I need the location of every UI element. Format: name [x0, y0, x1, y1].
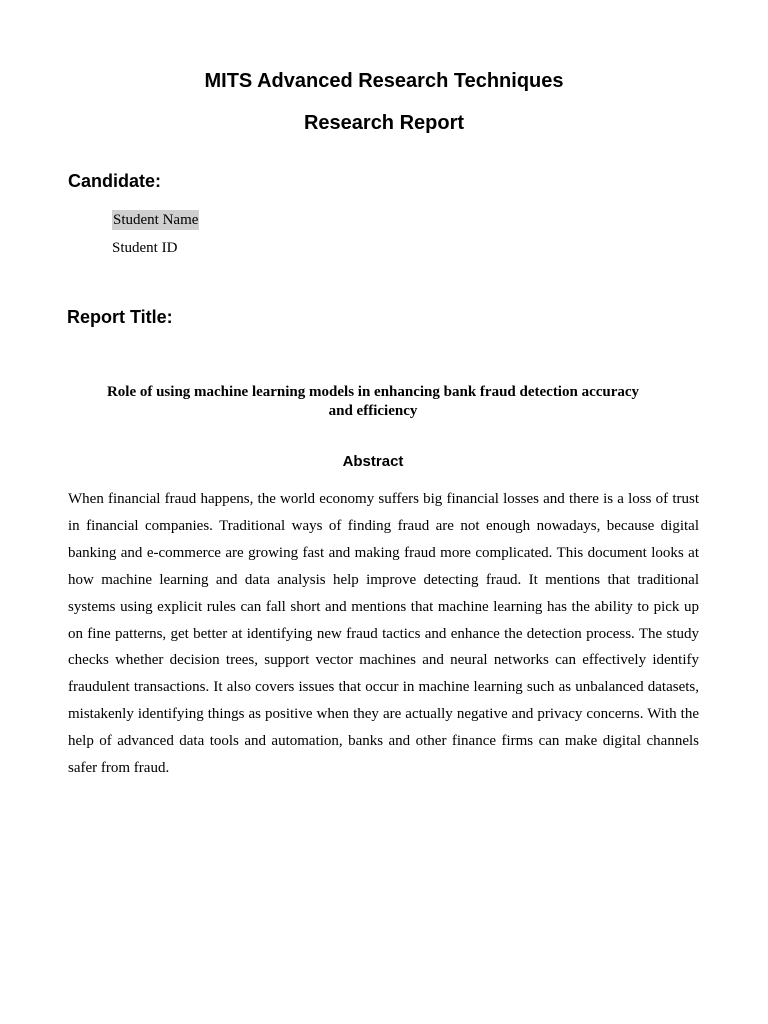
course-title: MITS Advanced Research Techniques	[204, 70, 564, 92]
report-title-heading: Report Title:	[67, 307, 173, 327]
abstract-body: When financial fraud happens, the world economy suffers big financial losses and there is a loss of trust in financial companies. Traditional ways of finding fraud are not enough nowadays, because digital banking and e-commerce are growing fast and making fraud more complicated. This document looks at how machine learning and data analysis help improve detecting fraud. It mentions that traditional systems using explicit rules can fall short and mentions that machine learning has the ability to pick up on fine patterns, get better at identifying new fraud tactics and enhance the detection process. The study checks whether decision trees, support vector machines and neural networks can effectively identify fraudulent transactions. It also covers issues that occur in machine learning such as unbalanced datasets, mistakenly identifying things as positive when they are actually negative and privacy concerns. With the help of advanced data tools and automation, banks and other finance firms can make digital channels safer from fraud.	[68, 491, 699, 777]
report-type-title: Research Report	[303, 112, 465, 134]
report-title: Role of using machine learning models in enhancing bank fraud detection accuracy and efficiency	[106, 384, 640, 419]
candidate-heading: Candidate:	[68, 171, 162, 191]
student-name-field: Student Name	[113, 212, 199, 228]
abstract-heading: Abstract	[342, 453, 404, 470]
student-id-field: Student ID	[112, 240, 178, 256]
